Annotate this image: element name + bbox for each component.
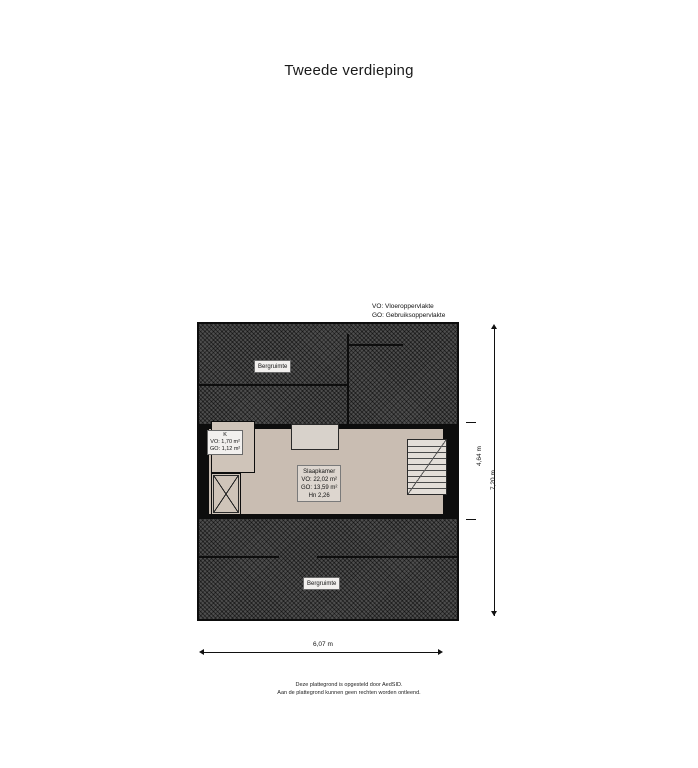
- label-bergruimte-bottom: Bergruimte: [303, 577, 340, 590]
- dormer-window: [291, 424, 339, 450]
- legend-line-vo: VO: Vloeroppervlakte: [372, 303, 434, 310]
- legend-line-go: GO: Gebruiksoppervlakte: [372, 312, 446, 319]
- footer-line-2: Aan de plattegrond kunnen geen rechten worden ontleend.: [277, 690, 421, 696]
- label-slaapkamer-name: Slaapkamer: [303, 468, 336, 475]
- floor-plan: [197, 322, 459, 621]
- label-slaapkamer: [297, 465, 341, 502]
- label-room-k-go: GO: 1,12 m²: [210, 446, 241, 452]
- wall-line-upper-horizontal-2: [347, 344, 403, 346]
- dimension-arrow-top-outer: [491, 324, 497, 329]
- label-slaapkamer-vo: VO: 22,02 m²: [301, 476, 338, 483]
- dimension-tick-inner-top: [466, 422, 476, 423]
- wall-line-lower-horizontal: [199, 556, 279, 558]
- label-room-k-name: K: [223, 432, 227, 438]
- dimension-label-width: 6,07 m: [313, 641, 333, 648]
- footer-disclaimer: [0, 681, 698, 697]
- dimension-label-height-inner: 4,64 m: [476, 446, 483, 466]
- label-slaapkamer-go: GO: 13,59 m²: [301, 484, 338, 491]
- dimension-tick-inner-bottom: [466, 519, 476, 520]
- wall-line-upper-horizontal: [199, 384, 349, 386]
- page-title: Tweede verdieping: [284, 62, 414, 79]
- wall-line-lower-horizontal-2: [317, 556, 457, 558]
- legend: [372, 302, 445, 320]
- staircase-direction-line: [408, 440, 446, 494]
- label-bergruimte-top: Bergruimte: [254, 360, 291, 373]
- label-slaapkamer-hn: Hn 2,26: [308, 492, 330, 499]
- hatched-void-area: [213, 475, 239, 513]
- label-room-k: [207, 430, 243, 455]
- dimension-label-height-outer: 7,20 m: [490, 470, 497, 490]
- dimension-arrow-right: [438, 649, 443, 655]
- dimension-arrow-bottom-outer: [491, 611, 497, 616]
- wall-line-upper-vertical: [347, 334, 349, 424]
- footer-line-1: Deze plattegrond is opgesteld door AedSID.: [295, 682, 403, 688]
- dimension-line-horizontal: [203, 652, 441, 653]
- dimension-arrow-left: [199, 649, 204, 655]
- staircase: [407, 439, 447, 495]
- label-room-k-vo: VO: 1,70 m²: [210, 439, 240, 445]
